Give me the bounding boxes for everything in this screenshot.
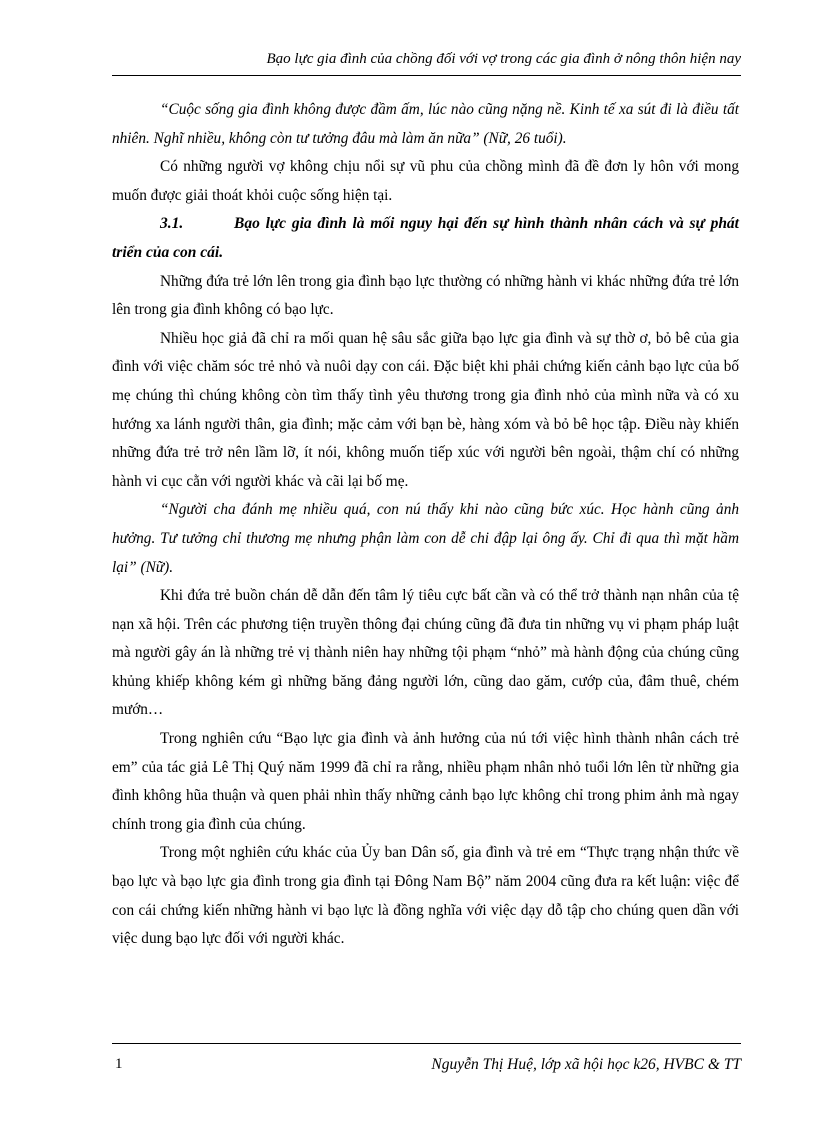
footer-author: Nguyễn Thị Huệ, lớp xã hội học k26, HVBC & TT xyxy=(431,1056,741,1073)
interview-quote: “Người cha đánh mẹ nhiều quá, con nú thấy khi nào cũng bức xúc. Học hành cũng ảnh hưởng. Tư tưởng chỉ thương mẹ nhưng phận làm con dễ chi đập lại ông ấy. Chỉ đi qua thì mặt hầm lại” (Nữ). xyxy=(112,501,739,576)
body-paragraph: Khi đứa trẻ buồn chán dễ dẫn đến tâm lý tiêu cực bất cần và có thể trở thành nạn nhân của tệ nạn xã hội. Trên các phương tiện truyền thông đại chúng cũng đã đưa tin những vụ vi phạm pháp luật mà người gây án là những trẻ vị thành niên hay những tội phạm “nhỏ” mà hành động của chúng cũng khủng khiếp không kém gì những băng đảng người lớn, cũng dao găm, cướp của, đâm thuê, chém mướn… xyxy=(112,587,739,719)
footer-divider xyxy=(112,1043,741,1044)
body-paragraph: Những đứa trẻ lớn lên trong gia đình bạo lực thường có những hành vi khác những đứa trẻ lớn lên trong gia đình không có bạo lực. xyxy=(112,272,739,319)
body-paragraph: Nhiều học giả đã chỉ ra mối quan hệ sâu sắc giữa bạo lực gia đình và sự thờ ơ, bỏ bê của gia đình với việc chăm sóc trẻ nhỏ và nuôi dạy con cái. Đặc biệt khi phải chứng kiến cảnh bạo lực của bố mẹ chúng thì chúng không còn tìm thấy tình yêu thương trong gia đình nhỏ của mình nữa và có xu hướng xa lánh người thân, gia đình; mặc cảm với bạn bè, hàng xóm và bỏ bê học tập. Điều này khiến những đứa trẻ trở nên lầm lỡ, ít nói, không muốn tiếp xúc với người bên ngoài, thậm chí có những hành vi cục cằn với người khác và cãi lại bố mẹ. xyxy=(112,329,739,490)
body-paragraph: Có những người vợ không chịu nổi sự vũ phu của chồng mình đã đề đơn ly hôn với mong muốn được giải thoát khỏi cuộc sống hiện tại. xyxy=(112,158,739,204)
page-number: 1 xyxy=(115,1056,123,1072)
section-title: Bạo lực gia đình là mối nguy hại đến sự hình thành nhân cách và sự phát triển của con cái. xyxy=(112,215,739,261)
section-number: 3.1. xyxy=(160,215,184,233)
page-content xyxy=(112,96,739,954)
running-header: Bạo lực gia đình của chồng đối với vợ trong các gia đình ở nông thôn hiện nay xyxy=(266,51,741,67)
header-divider xyxy=(112,75,741,76)
section-heading xyxy=(112,210,739,267)
body-paragraph: Trong nghiên cứu “Bạo lực gia đình và ảnh hưởng của nú tới việc hình thành nhân cách trẻ em” của tác giả Lê Thị Quý năm 1999 đã chỉ ra rằng, nhiều phạm nhân nhỏ tuổi lớn lên từ những gia đình không hũa thuận và quen phải nhìn thấy những cảnh bạo lực không chỉ trong phim ảnh mà ngay chính trong gia đình của chúng. xyxy=(112,730,739,833)
interview-quote: “Cuộc sống gia đình không được đầm ấm, lúc nào cũng nặng nề. Kinh tế xa sút đi là điều tất nhiên. Nghĩ nhiều, không còn tư tưởng đâu mà làm ăn nữa” (Nữ, 26 tuổi). xyxy=(112,101,739,147)
body-paragraph: Trong một nghiên cứu khác của Ủy ban Dân số, gia đình và trẻ em “Thực trạng nhận thức về bạo lực và bạo lực gia đình trong gia đình tại Đông Nam Bộ” năm 2004 cũng đưa ra kết luận: việc để con cái chứng kiến những hành vi bạo lực là đồng nghĩa với việc dạy dỗ tập cho chúng quen dần với việc dung bạo lực đối với người khác. xyxy=(112,844,739,948)
